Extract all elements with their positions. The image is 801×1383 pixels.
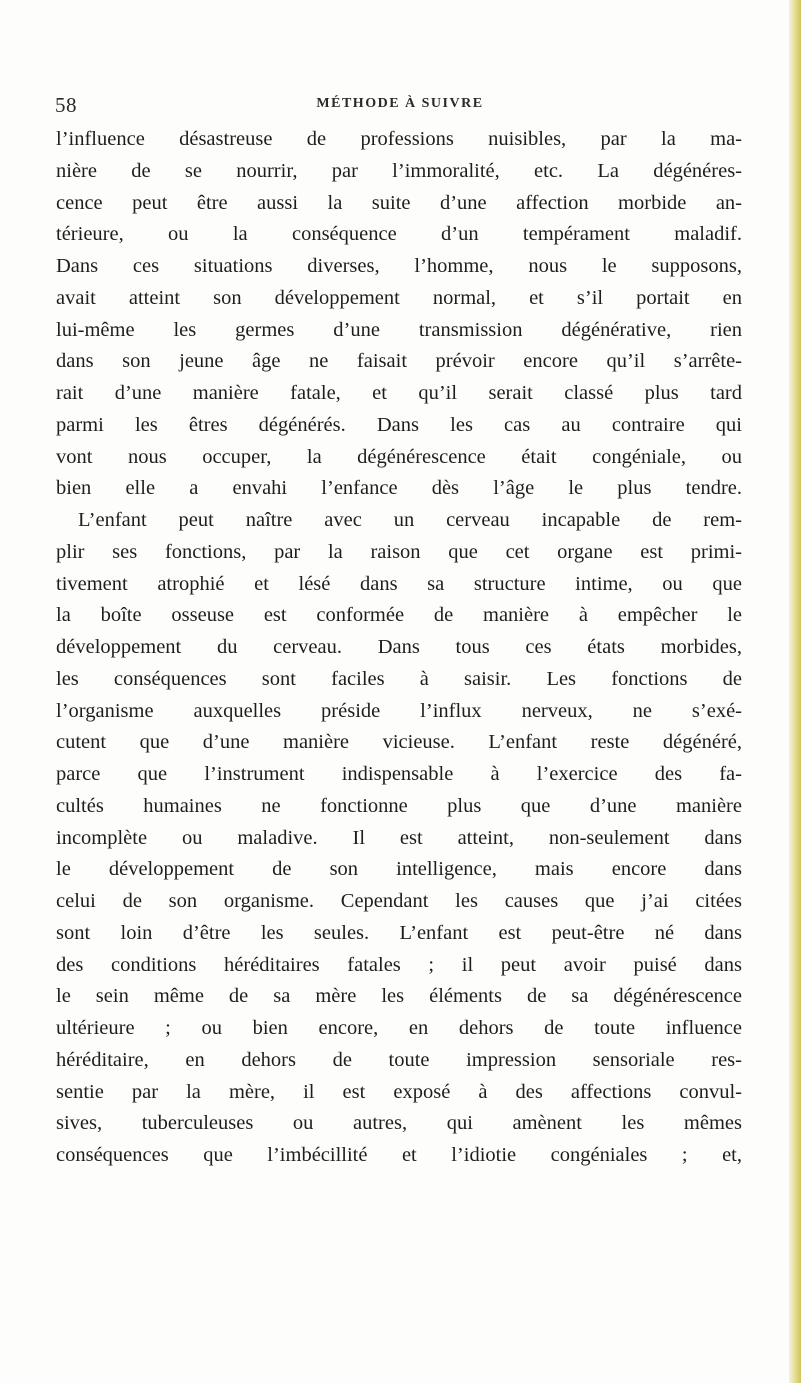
text-line: rait d’une manière fatale, et qu’il serait classé plus tard (56, 382, 742, 404)
page-number: 58 (55, 93, 77, 117)
text-line: L’enfant peut naître avec un cerveau incapable de rem- (78, 509, 742, 531)
text-line: plir ses fonctions, par la raison que cet organe est primi- (56, 540, 742, 563)
page-header (55, 93, 745, 117)
text-line: ultérieure ; ou bien encore, en dehors de toute influence (56, 1017, 742, 1039)
text-line: développement du cerveau. Dans tous ces états morbides, (56, 636, 742, 658)
text-line: celui de son organisme. Cependant les causes que j’ai citées (56, 890, 742, 912)
text-line: lui-même les germes d’une transmission dégénérative, rien (56, 318, 742, 341)
text-line: bien elle a envahi l’enfance dès l’âge le plus tendre. (56, 477, 742, 500)
running-head: MÉTHODE À SUIVRE (316, 96, 484, 111)
text-line: des conditions héréditaires fatales ; il peut avoir puisé dans (56, 953, 742, 976)
text-line: dans son jeune âge ne faisait prévoir encore qu’il s’arrête- (56, 350, 742, 373)
text-line: l’influence désastreuse de professions nuisibles, par la ma- (56, 128, 742, 150)
text-line: cence peut être aussi la suite d’une affection morbide an- (56, 191, 742, 214)
text-line: sont loin d’être les seules. L’enfant est peut-être né dans (56, 921, 742, 944)
text-line: sives, tuberculeuses ou autres, qui amènent les mêmes (56, 1112, 742, 1135)
text-line: cutent que d’une manière vicieuse. L’enfant reste dégénéré, (56, 731, 742, 754)
text-line: héréditaire, en dehors de toute impression sensoriale res- (56, 1048, 742, 1071)
text-line: les conséquences sont faciles à saisir. Les fonctions de (56, 667, 742, 690)
text-line: térieure, ou la conséquence d’un tempérament maladif. (56, 223, 742, 246)
text-line: incomplète ou maladive. Il est atteint, non-seulement dans (56, 826, 742, 849)
text-line: sentie par la mère, il est exposé à des affections convul- (56, 1080, 742, 1103)
text-line: Dans ces situations diverses, l’homme, nous le supposons, (56, 255, 742, 277)
text-line: conséquences que l’imbécillité et l’idiotie congéniales ; et, (56, 1144, 742, 1166)
text-line: parce que l’instrument indispensable à l’exercice des fa- (56, 763, 742, 785)
text-line: le développement de son intelligence, mais encore dans (56, 858, 742, 881)
text-line: le sein même de sa mère les éléments de sa dégénérescence (56, 985, 742, 1008)
page-edge (789, 0, 801, 1383)
text-line: cultés humaines ne fonctionne plus que d’une manière (56, 794, 742, 817)
text-line: avait atteint son développement normal, et s’il portait en (56, 286, 742, 309)
body-text (56, 124, 742, 1172)
text-line: tivement atrophié et lésé dans sa structure intime, ou que (56, 572, 742, 595)
text-line: vont nous occuper, la dégénérescence était congéniale, ou (56, 445, 742, 468)
text-line: l’organisme auxquelles préside l’influx nerveux, ne s’exé- (56, 699, 742, 722)
text-line: nière de se nourrir, par l’immoralité, etc. La dégénéres- (56, 159, 742, 182)
text-line: parmi les êtres dégénérés. Dans les cas au contraire qui (56, 413, 742, 436)
text-line: la boîte osseuse est conformée de manière à empêcher le (56, 604, 742, 627)
